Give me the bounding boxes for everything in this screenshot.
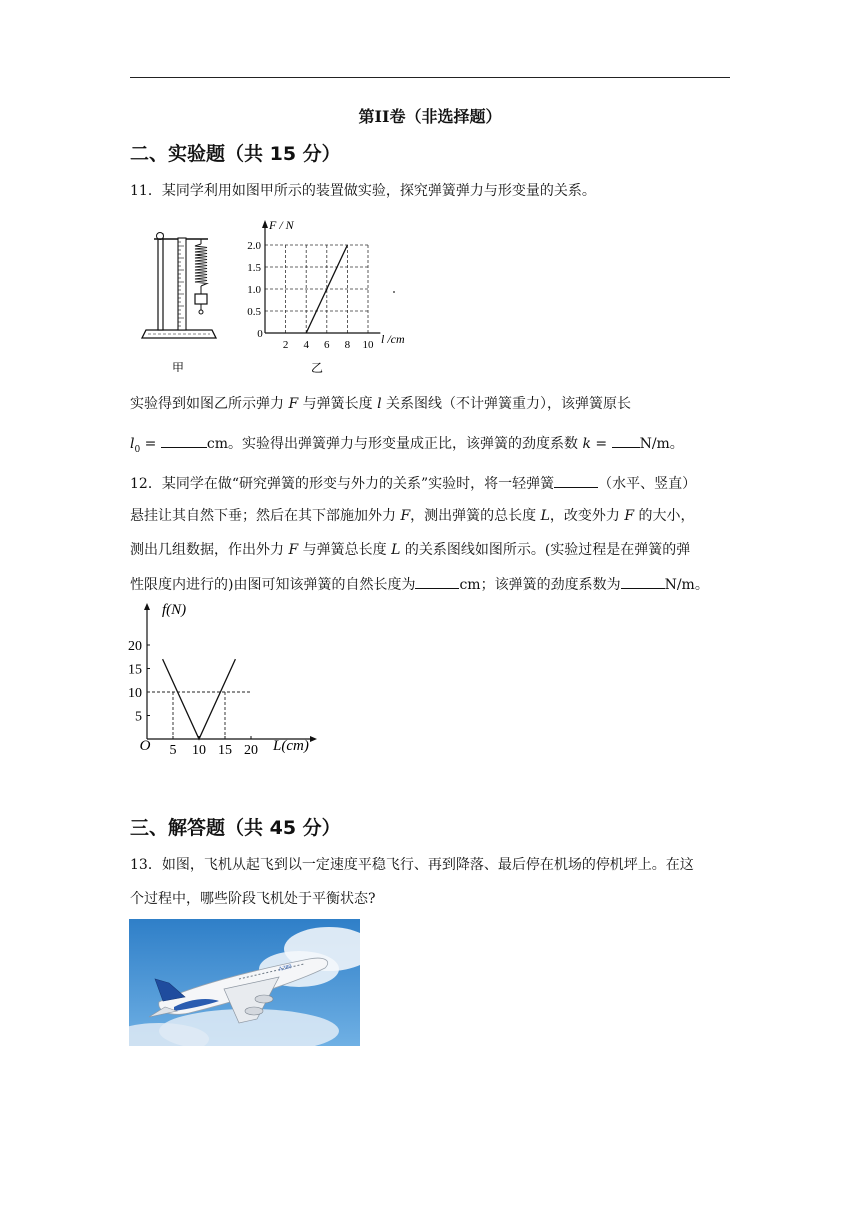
airplane-livery-text: A380 (278, 963, 293, 973)
q12-chart-y-tick: 10 (128, 686, 142, 701)
figure-yi-origin: 0 (257, 328, 263, 340)
figure-yi-y-tick: 0.5 (247, 306, 261, 318)
part-title: 第II卷（非选择题） (358, 107, 502, 126)
stray-dot (393, 291, 395, 293)
q12-chart-x-arrow (310, 736, 317, 742)
q12-chart-x-tick: 15 (218, 743, 232, 758)
figure-yi-x-tick: 10 (362, 339, 374, 351)
figure-yi-caption: 乙 (310, 361, 324, 374)
figure-yi-x-tick: 8 (344, 339, 351, 351)
figure-yi-x-tick: 4 (303, 339, 309, 351)
q11-stem: 11．某同学利用如图甲所示的装置做实验，探究弹簧弹力与形变量的关系。 (130, 183, 596, 199)
figure-yi-xlabel: l /cm (381, 332, 405, 346)
q12-chart-y-tick: 15 (128, 662, 142, 678)
q12-chart-x-tick: 5 (169, 743, 177, 758)
q12-line1: 12．某同学在做“研究弹簧的形变与外力的关系”实验时，将一轻弹簧 （水平、竖直） (130, 473, 730, 494)
figure-jia-caption: 甲 (171, 361, 185, 372)
section-2-title: 二、实验题（共 15 分） (130, 143, 341, 165)
q11-line2: $l_0$ = cm。实验得出弹簧弹力与形变量成正比，该弹簧的劲度系数 k = N/m。 (130, 433, 730, 460)
figure-yi-y-tick: 2.0 (247, 240, 261, 252)
q12-chart-y-tick: 20 (128, 639, 142, 654)
q12-chart-data-line (163, 659, 236, 739)
q11-line1: 实验得到如图乙所示弹力 F 与弹簧长度 l 关系图线（不计弹簧重力），该弹簧原长 (130, 396, 632, 412)
q12-line2: 悬挂让其自然下垂；然后在其下部施加外力 F，测出弹簧的总长度 L，改变外力 F 的大小， (130, 508, 695, 524)
airplane-photo (129, 919, 360, 1046)
figure-jia-apparatus (138, 222, 220, 372)
q13-line1: 13．如图，飞机从起飞到以一定速度平稳飞行、再到降落、最后停在机场的停机坪上。在这 (130, 857, 694, 873)
figure-yi-y-arrow (262, 220, 268, 228)
q12-line3: 测出几组数据，作出外力 F 与弹簧总长度 L 的关系图线如图所示。(实验过程是在弹簧的弹 (130, 542, 691, 558)
header-rule (130, 77, 730, 78)
answer-blank-orientation[interactable] (554, 473, 598, 488)
figure-yi-chart (235, 212, 415, 374)
q12-chart (128, 598, 328, 760)
answer-blank-l0[interactable] (161, 433, 207, 448)
q12-chart-origin: O (139, 738, 151, 754)
answer-blank-natural-length[interactable] (415, 574, 459, 589)
q12-chart-y-tick: 5 (135, 709, 142, 725)
figure-yi-x-tick: 6 (324, 339, 330, 351)
figure-yi-x-tick: 2 (282, 339, 289, 351)
q12-line4: 性限度内进行的)由图可知该弹簧的自然长度为 cm；该弹簧的劲度系数为 N/m。 (130, 574, 730, 595)
figure-yi-y-tick: 1.5 (247, 262, 261, 274)
q12-chart-xlabel: L(cm) (273, 738, 309, 754)
figure-yi-y-tick: 1.0 (247, 284, 261, 296)
q13-line2: 个过程中，哪些阶段飞机处于平衡状态? (130, 891, 376, 907)
section-3-title: 三、解答题（共 45 分） (130, 817, 341, 839)
answer-blank-k[interactable] (612, 433, 640, 448)
q12-chart-x-tick: 10 (192, 743, 206, 758)
q12-chart-x-tick: 20 (244, 743, 258, 758)
answer-blank-stiffness[interactable] (621, 574, 665, 589)
figure-yi-ylabel: F / N (269, 218, 294, 232)
q12-chart-ylabel: f(N) (162, 602, 187, 618)
q12-chart-y-arrow (144, 603, 150, 610)
